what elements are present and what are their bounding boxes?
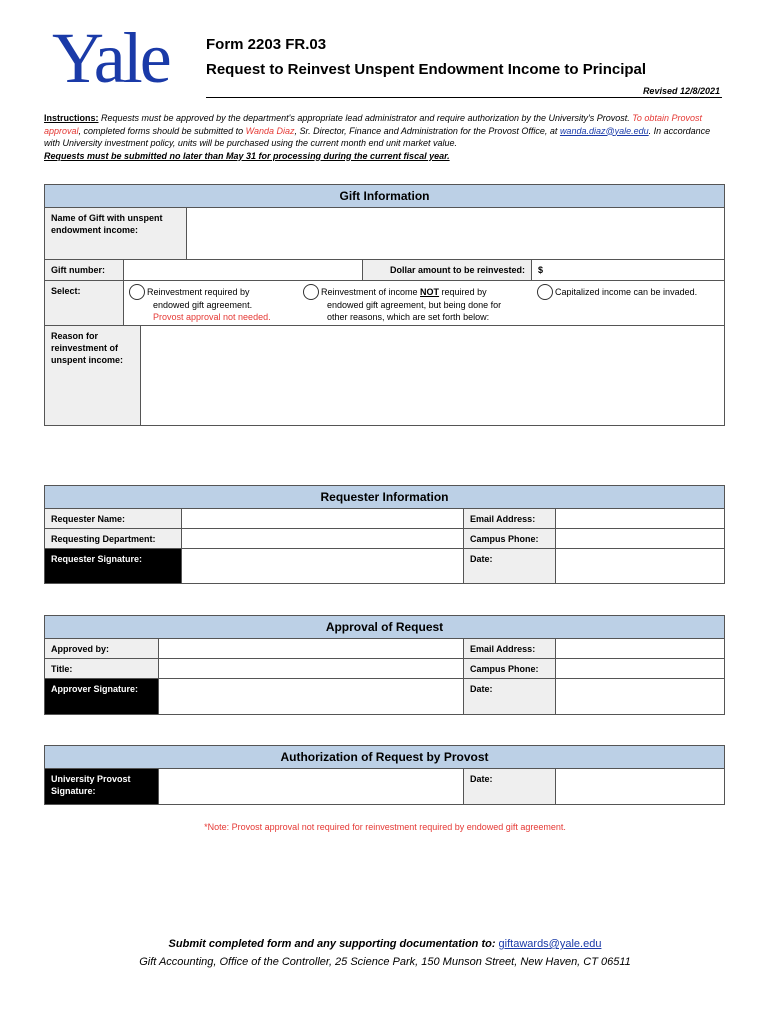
amount-field[interactable] [531,259,725,281]
provost-email-link[interactable]: wanda.diaz@yale.edu [559,125,649,136]
requester-name-field[interactable] [181,508,464,529]
deadline-notice: Requests must be submitted no later than May 31 for processing during the current fiscal year. [44,150,450,161]
approver-signature-field[interactable] [158,678,464,715]
radio-reinvestment-not-required[interactable] [303,284,319,300]
gift-name-label: Name of Gift with unspent endowment income: [44,207,187,260]
select-label: Select: [44,280,124,326]
submit-instructions [0,938,770,950]
option-2-not: NOT [420,287,440,297]
approver-title-label: Title: [44,658,159,679]
approver-title-field[interactable] [158,658,464,679]
gift-number-field[interactable] [123,259,363,281]
gift-number-label: Gift number: [44,259,124,281]
provost-header: Authorization of Request by Provost [44,745,725,769]
approver-phone-label: Campus Phone: [463,658,556,679]
approved-by-label: Approved by: [44,638,159,659]
radio-capitalized-income[interactable] [537,284,553,300]
instructions-text-4: . In accordance with University investment policy, units will be purchased using the current month end unit market value. [44,125,711,148]
option-capitalized-income: Capitalized income can be invaded. [555,287,698,297]
approver-email-field[interactable] [555,638,725,659]
option-2-line-2: endowed gift agreement, but being done for [327,299,502,310]
requester-date-field[interactable] [555,548,725,584]
gift-name-field[interactable] [186,207,725,260]
amount-label: Dollar amount to be reinvested: [362,259,532,281]
approver-phone-field[interactable] [555,658,725,679]
reason-field[interactable] [140,325,725,426]
provost-signature-label: University Provost Signature: [44,768,159,805]
provost-date-label: Date: [463,768,556,805]
giftawards-email-link[interactable]: giftawards@yale.edu [498,938,602,950]
provost-signature-field[interactable] [158,768,464,805]
approver-date-label: Date: [463,678,556,715]
requester-signature-field[interactable] [181,548,464,584]
gift-info-header: Gift Information [44,184,725,208]
option-2-line-3: other reasons, which are set forth below: [327,312,490,322]
requester-email-field[interactable] [555,508,725,529]
option-1-line-1: Reinvestment required by [147,287,250,297]
approval-header: Approval of Request [44,615,725,639]
form-number: Form 2203 FR.03 [206,36,327,53]
option-2-pre: Reinvestment of income [321,287,421,297]
approver-date-field[interactable] [555,678,725,715]
requester-email-label: Email Address: [463,508,556,529]
approver-signature-label: Approver Signature: [44,678,159,715]
reason-label: Reason for reinvestment of unspent income: [44,325,141,426]
instructions-text-2: , completed forms should be submitted to [78,125,246,136]
requester-dept-label: Requesting Department: [44,528,182,549]
provost-date-field[interactable] [555,768,725,805]
instructions-text-1: Requests must be approved by the department's appropriate lead administrator and require authorization by the University's Provost. [98,113,633,123]
requester-phone-label: Campus Phone: [463,528,556,549]
option-1-line-2: endowed gift agreement. [153,299,253,310]
yale-logo: Yale [52,18,169,98]
instructions [44,112,724,162]
option-2-post: required by [439,287,487,297]
option-reinvestment-not-required [321,286,501,324]
approver-email-label: Email Address: [463,638,556,659]
requester-name-label: Requester Name: [44,508,182,529]
instructions-red-1: To obtain Provost approval [44,113,702,136]
revised-date: Revised 12/8/2021 [642,86,720,96]
radio-reinvestment-required[interactable] [129,284,145,300]
requester-date-label: Date: [463,548,556,584]
provost-note: *Note: Provost approval not required for reinvestment required by endowed gift agreement. [204,822,566,832]
requester-dept-field[interactable] [181,528,464,549]
requester-phone-field[interactable] [555,528,725,549]
form-title: Request to Reinvest Unspent Endowment Income to Principal [206,61,647,78]
instructions-red-2: Wanda Diaz [245,125,295,136]
instructions-label: Instructions: [44,113,99,123]
requester-signature-label: Requester Signature: [44,548,182,584]
office-address: Gift Accounting, Office of the Controller, 25 Science Park, 150 Munson Street, New Haven, CT 06511 [139,956,631,968]
requester-info-header: Requester Information [44,485,725,509]
submit-text: Submit completed form and any supporting documentation to: [168,938,499,950]
currency-symbol: $ [538,265,544,275]
option-1-line-3: Provost approval not needed. [153,312,271,322]
instructions-text-3: , Sr. Director, Finance and Administration for the Provost Office, at [294,125,560,136]
approved-by-field[interactable] [158,638,464,659]
header-divider [206,97,722,98]
option-reinvestment-required [147,286,271,324]
